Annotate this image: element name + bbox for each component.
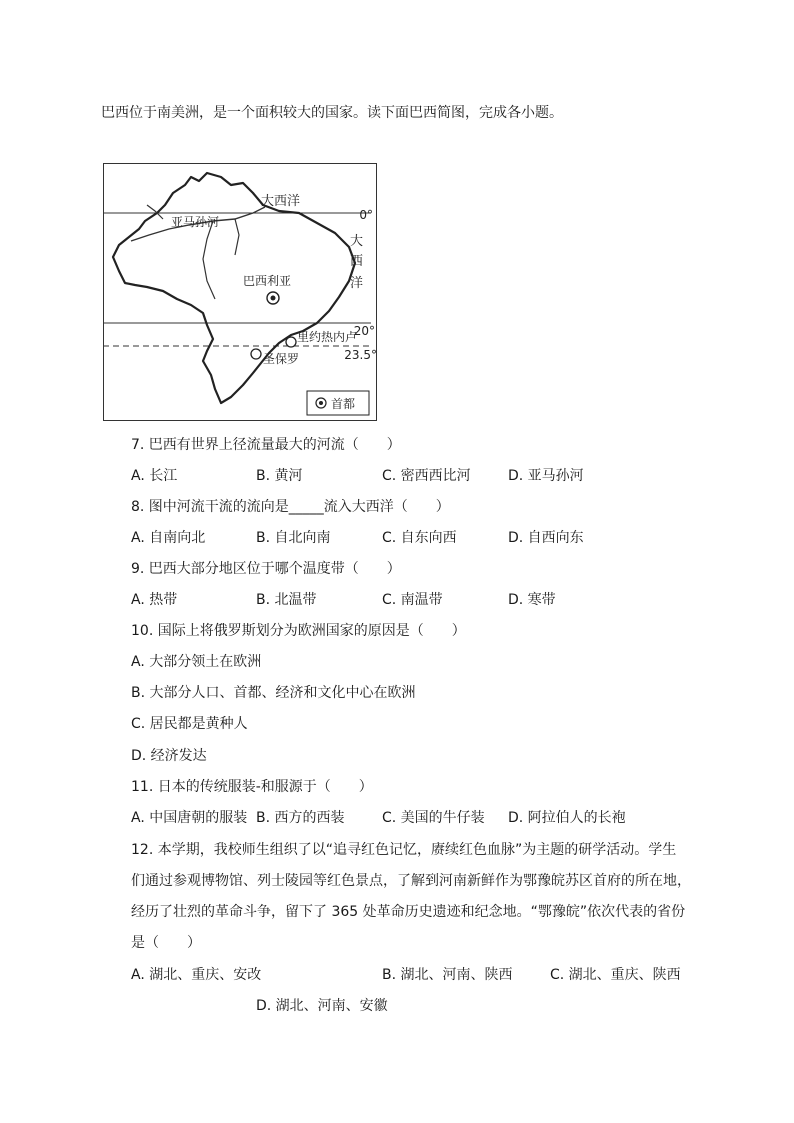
q9-option-c[interactable]: C. 南温带 (382, 592, 443, 608)
tributary-1 (203, 221, 215, 299)
q7-option-b[interactable]: B. 黄河 (256, 468, 303, 484)
intro-text: 巴西位于南美洲，是一个面积较大的国家。读下面巴西简图，完成各小题。 (101, 105, 563, 121)
question-10-stem: 10. 国际上将俄罗斯划分为欧洲国家的原因是（ ） (131, 623, 466, 639)
q11-option-b[interactable]: B. 西方的西装 (256, 810, 345, 826)
label-atlantic-side-1: 大 (350, 234, 364, 249)
label-rio: 里约热内卢 (297, 330, 358, 344)
q8-option-d[interactable]: D. 自西向东 (508, 530, 584, 546)
q11-option-d[interactable]: D. 阿拉伯人的长袍 (508, 810, 626, 826)
legend-capital-label: 首都 (331, 397, 356, 411)
question-8-stem: 8. 图中河流干流的流向是_____流入大西洋（ ） (131, 499, 450, 515)
q10-option-d[interactable]: D. 经济发达 (131, 748, 207, 764)
q11-option-c[interactable]: C. 美国的牛仔装 (382, 810, 485, 826)
label-lat-0: 0° (359, 208, 373, 222)
q12-option-d[interactable]: D. 湖北、河南、安徽 (256, 998, 388, 1014)
tributary-2 (235, 219, 239, 255)
brazil-outline (113, 173, 358, 403)
rio-marker (286, 337, 296, 347)
label-atlantic-side-3: 洋 (350, 276, 364, 291)
label-amazon: 亚马孙河 (171, 215, 220, 229)
label-atlantic-side-2: 西 (350, 254, 364, 269)
question-9-stem: 9. 巴西大部分地区位于哪个温度带（ ） (131, 561, 401, 577)
q9-option-a[interactable]: A. 热带 (131, 592, 178, 608)
q7-option-a[interactable]: A. 长江 (131, 468, 178, 484)
label-lat-20: 20° (353, 324, 375, 338)
q10-option-b[interactable]: B. 大部分人口、首都、经济和文化中心在欧洲 (131, 685, 416, 701)
q8-option-b[interactable]: B. 自北向南 (256, 530, 331, 546)
q8-option-c[interactable]: C. 自东向西 (382, 530, 457, 546)
q12-option-b[interactable]: B. 湖北、河南、陕西 (382, 967, 513, 983)
saopaulo-marker (251, 349, 261, 359)
label-saopaulo: 圣保罗 (263, 352, 300, 366)
question-12-stem-line-2: 们通过参观博物馆、列士陵园等红色景点，了解到河南新鲜作为鄂豫皖苏区首府的所在地， (131, 873, 691, 889)
label-atlantic-top: 大西洋 (261, 194, 301, 209)
question-12-stem-line-4: 是（ ） (131, 935, 201, 951)
q9-option-d[interactable]: D. 寒带 (508, 592, 556, 608)
q11-option-a[interactable]: A. 中国唐朝的服装 (131, 810, 248, 826)
q7-option-d[interactable]: D. 亚马孙河 (508, 468, 584, 484)
question-7-stem: 7. 巴西有世界上径流量最大的河流（ ） (131, 437, 401, 453)
q12-option-a[interactable]: A. 湖北、重庆、安改 (131, 967, 262, 983)
q10-option-a[interactable]: A. 大部分领土在欧洲 (131, 654, 262, 670)
q10-option-c[interactable]: C. 居民都是黄种人 (131, 716, 248, 732)
q9-option-b[interactable]: B. 北温带 (256, 592, 317, 608)
q8-option-a[interactable]: A. 自南向北 (131, 530, 206, 546)
label-brasilia: 巴西利亚 (243, 274, 292, 288)
question-11-stem: 11. 日本的传统服装-和服源于（ ） (131, 779, 373, 795)
q7-option-c[interactable]: C. 密西西比河 (382, 468, 471, 484)
brazil-map (103, 163, 378, 422)
question-12-stem-line-3: 经历了壮烈的革命斗争，留下了 365 处革命历史遗迹和纪念地。“鄂豫皖”依次代表的省份 (131, 904, 686, 920)
question-12-stem-line-1: 12. 本学期，我校师生组织了以“追寻红色记忆，赓续红色血脉”为主题的研学活动。学生 (131, 842, 677, 858)
q12-option-c[interactable]: C. 湖北、重庆、陕西 (550, 967, 681, 983)
label-lat-235: 23.5° (344, 348, 377, 362)
